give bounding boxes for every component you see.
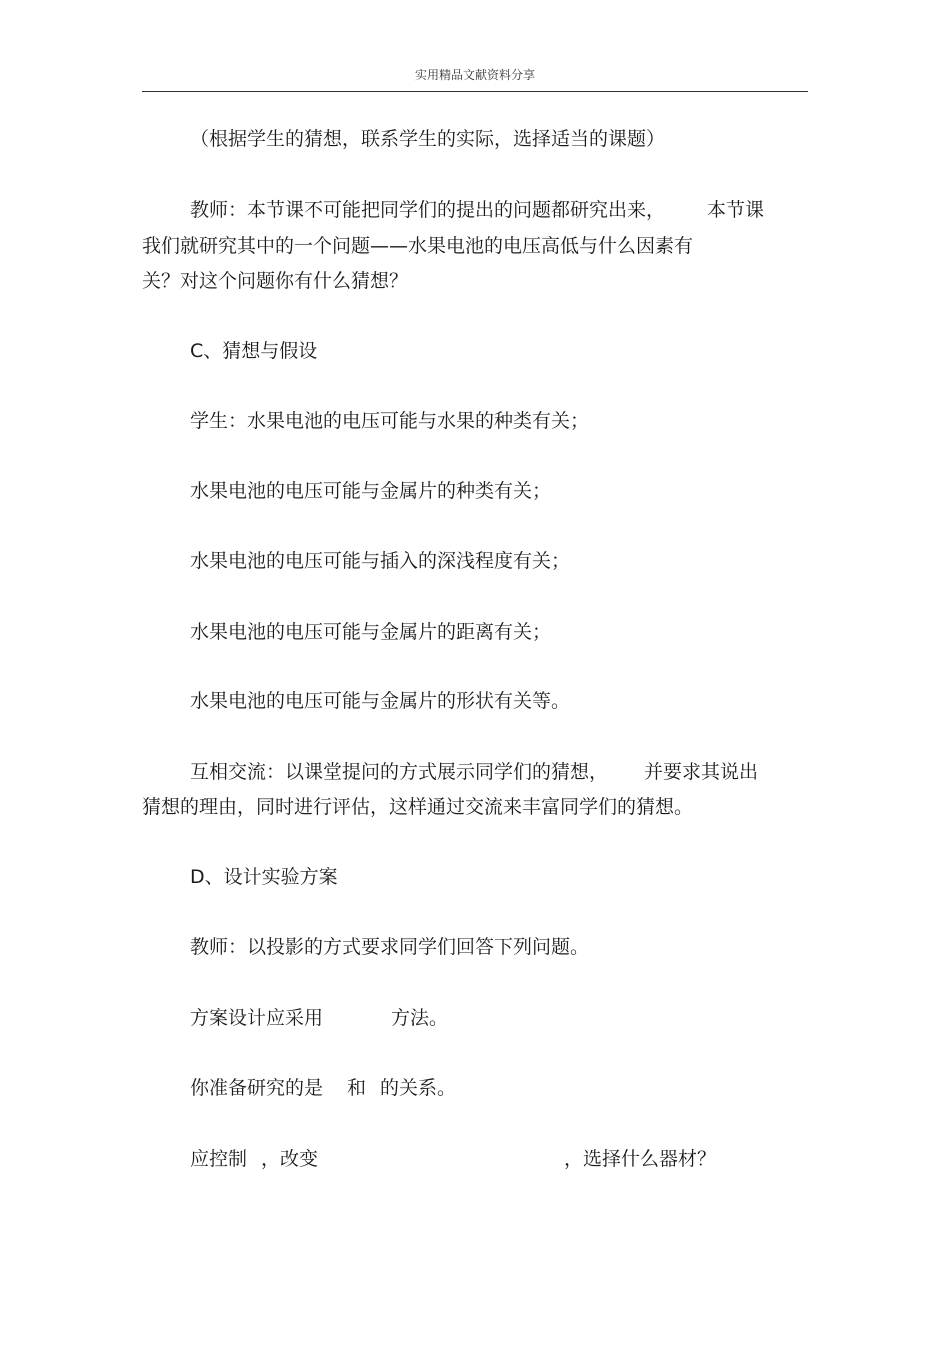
student-hypothesis-1: 学生：水果电池的电压可能与水果的种类有关； <box>190 410 590 432</box>
teacher-text-a: 教师：本节课不可能把同学们的提出的问题都研究出来， <box>190 199 666 221</box>
question-method <box>190 1006 448 1030</box>
exchange-line1 <box>190 760 758 784</box>
question-relationship-b: 和 <box>347 1077 367 1099</box>
exchange-line2: 猜想的理由，同时进行评估，这样通过交流来丰富同学们的猜想。 <box>142 796 694 818</box>
paragraph-teacher-line3: 关？对这个问题你有什么猜想？ <box>142 270 409 292</box>
question-control <box>190 1147 716 1171</box>
exchange-text-a: 互相交流：以课堂提问的方式展示同学们的猜想， <box>190 761 609 783</box>
teacher-text-b: 本节课 <box>707 199 765 221</box>
section-d-heading: D、设计实验方案 <box>190 866 338 888</box>
teacher-projection-instruction: 教师：以投影的方式要求同学们回答下列问题。 <box>190 936 590 958</box>
question-method-a: 方案设计应采用 <box>190 1007 324 1029</box>
question-relationship-a: 你准备研究的是 <box>190 1077 324 1099</box>
page-header: 实用精品文献资料分享 <box>414 68 535 82</box>
student-hypothesis-2: 水果电池的电压可能与金属片的种类有关； <box>190 480 552 502</box>
question-control-c: ，选择什么器材？ <box>564 1148 717 1170</box>
question-relationship <box>190 1076 456 1100</box>
question-control-a: 应控制 <box>190 1148 248 1170</box>
paragraph-teacher-line1 <box>190 198 764 222</box>
exchange-text-b: 并要求其说出 <box>644 761 759 783</box>
student-hypothesis-3: 水果电池的电压可能与插入的深浅程度有关； <box>190 550 571 572</box>
question-control-b: ，改变 <box>261 1148 319 1170</box>
header-divider <box>142 91 808 92</box>
question-relationship-c: 的关系。 <box>380 1077 457 1099</box>
student-hypothesis-4: 水果电池的电压可能与金属片的距离有关； <box>190 621 552 643</box>
student-hypothesis-5: 水果电池的电压可能与金属片的形状有关等。 <box>190 690 571 712</box>
section-c-heading: C、猜想与假设 <box>190 340 318 362</box>
paragraph-teacher-line2: 我们就研究其中的一个问题——水果电池的电压高低与什么因素有 <box>142 235 694 257</box>
question-method-b: 方法。 <box>391 1007 449 1029</box>
paragraph-topic-note: （根据学生的猜想，联系学生的实际，选择适当的课题） <box>190 128 666 150</box>
